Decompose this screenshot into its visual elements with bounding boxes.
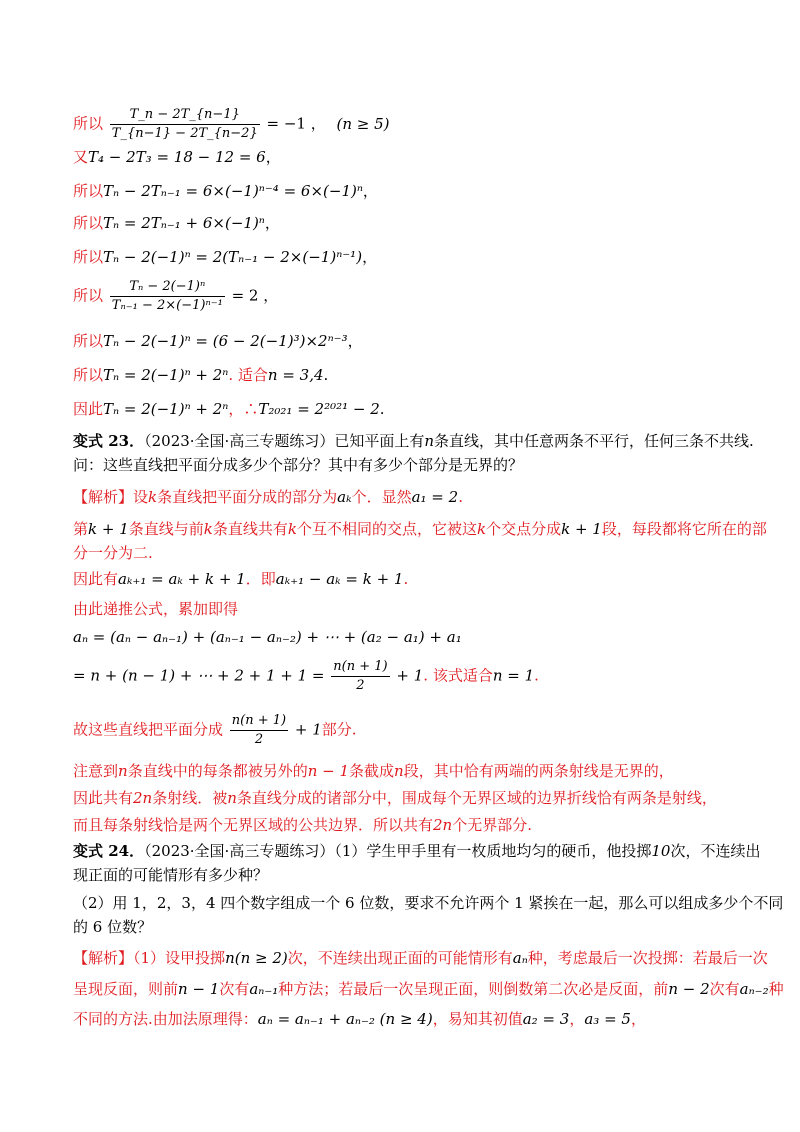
problem-title: 变式 24． [73,842,145,860]
step-line-5 [73,246,377,268]
text: 问：这些直线把平面分成多少个部分？其中有多少个部分是无界的？ [73,456,524,474]
math: Tₙ = 2(−1)ⁿ + 2ⁿ [103,400,229,418]
text: 条直线，其中任意两条不平行，任何三条不共线. [434,432,754,450]
step-line-3 [73,180,378,202]
q23-statement [73,430,754,452]
text: 次有 [709,980,740,998]
text: ， [265,148,281,166]
q23-solution-10 [73,787,717,809]
math: a₃ = 5 [584,1010,631,1028]
text: 个无界部分. [452,816,533,834]
math: n = 1 [492,666,535,685]
math: a₁ = 2 [411,488,459,506]
text: 条截成 [349,762,395,780]
fraction-numerator: n(n + 1) [331,658,389,677]
text: ， [630,1010,646,1028]
math: k + 1 [561,520,602,538]
text: . [379,400,385,418]
q24-solution-3 [73,1008,646,1030]
math: + 1 [396,666,424,685]
text: . 适合 [228,366,268,384]
text: . [458,488,463,506]
math: Tₙ = 2(−1)ⁿ + 2ⁿ [103,366,229,384]
math: 2n [433,816,453,834]
text: ， [362,248,378,266]
text: 次，不连续出 [670,842,761,860]
text: ， [264,214,280,232]
text: 现正面的可能情形有多少种？ [73,866,269,884]
text: 设 [133,488,149,506]
text: 部分. [321,720,357,739]
step-line-8 [73,364,328,386]
text: . [534,666,539,685]
text: 种，考虑最后一次投掷：若最后一次 [527,949,768,967]
text: （1）设甲投掷 [133,949,226,967]
text: 故这些直线把平面分成 [73,720,224,739]
q23-solution-2 [73,518,767,540]
text: 因此共有 [73,789,134,807]
text: 因此 [73,400,104,418]
math: aₙ₋₂ [739,980,769,998]
math: aₙ [512,949,528,967]
text: 注意到 [73,762,119,780]
fraction-denominator: 2 [254,732,264,747]
math: = n + (n − 1) + ⋯ + 2 + 1 + 1 = [73,666,325,685]
q24-solution-2 [73,978,784,1000]
math: n − 1 [178,980,220,998]
fraction-denominator: T_{n−1} − 2T_{n−2} [111,126,258,141]
math-condition: (n ≥ 5) [336,114,390,133]
math: + 1 [294,720,322,739]
step-line-7 [73,330,363,352]
q23-solution-4 [73,568,408,590]
problem-title: 变式 23． [73,432,145,450]
text: 第 [73,520,89,538]
text: 又 [73,148,89,166]
text: 条直线中的每条都被另外的 [127,762,308,780]
step-line-4 [73,212,280,234]
math: n [394,762,404,780]
fraction-numerator: T_n − 2T_{n−1} [110,106,260,125]
text: ， [569,1010,585,1028]
solution-tag: 【解析】 [73,949,134,967]
math: n [424,432,434,450]
math: n − 1 [307,762,350,780]
math: aₖ₊₁ = aₖ + k + 1 [118,570,246,588]
text: （2023·全国·高三专题练习）（1）学生甲手里有一枚质地均匀的硬币，他投掷 [144,842,652,860]
math: k [203,520,213,538]
text: 所以 [73,286,104,305]
math: T₂₀₂₁ = 2²⁰²¹ − 2 [258,400,380,418]
text: ， [347,332,363,350]
step-line-6 [73,278,278,315]
math: k [477,520,487,538]
q24-solution-1 [73,947,768,969]
math: n = 3,4 [267,366,324,384]
text: 因此有 [73,570,119,588]
text: 条直线分成的诸部分中，围成每个无界区域的边界折线恰有两条是射线， [236,789,717,807]
text: 条直线与前 [128,520,204,538]
math: Tₙ − 2(−1)ⁿ = 2(Tₙ₋₁ − 2×(−1)ⁿ⁻¹) [103,248,363,266]
math: n [227,789,237,807]
q23-solution-6 [73,626,462,648]
q24-statement-3 [73,892,783,914]
fraction [331,658,389,695]
math: n [118,762,128,780]
text: 由此递推公式，累加即得 [73,600,239,618]
math: k + 1 [88,520,129,538]
q24-statement-4 [73,916,152,938]
text: 所以 [73,182,104,200]
text: 条直线共有 [212,520,288,538]
text: 个互不相同的交点，它被这 [296,520,477,538]
text: 条直线把平面分成的部分为 [157,488,338,506]
q23-solution-1 [73,486,463,508]
fraction [110,106,260,143]
math: T₄ − 2T₃ = 18 − 12 = 6 [88,148,266,166]
text: 所以 [73,214,104,232]
text: （2）用 1，2，3，4 四个数字组成一个 6 位数，要求不允许两个 1 紧挨在一起，那么可以组成多少个不同 [73,894,784,912]
text: 所以 [73,332,104,350]
math: k [287,520,297,538]
fraction-numerator: n(n + 1) [230,712,288,731]
math: Tₙ = 2Tₙ₋₁ + 6×(−1)ⁿ [103,214,265,232]
text: . 该式适合 [423,666,493,685]
step-line-9 [73,398,385,420]
text: 而且每条射线恰是两个无界区域的公共边界．所以共有 [73,816,434,834]
math: n − 2 [668,980,710,998]
math: 10 [651,842,671,860]
text: 条射线．被 [152,789,228,807]
text: 次，不连续出现正面的可能情形有 [287,949,513,967]
fraction-denominator: Tₙ₋₁ − 2×(−1)ⁿ⁻¹ [111,298,223,313]
fraction [230,712,288,749]
math: = −1 ， [266,114,326,133]
text: ．即 [245,570,276,588]
text: ，∴ [228,400,259,418]
q23-solution-7 [73,658,539,695]
q24-statement [73,840,760,862]
math: Tₙ − 2(−1)ⁿ = (6 − 2(−1)³)×2ⁿ⁻³ [103,332,348,350]
step-line-2 [73,146,281,168]
q24-statement-2 [73,864,268,886]
math: aₖ [337,488,352,506]
text: 不同的方法.由加法原理得： [73,1010,258,1028]
fraction-numerator: Tₙ − 2(−1)ⁿ [110,278,225,297]
step-line-1 [73,106,390,143]
text: 呈现反面，则前 [73,980,179,998]
text: 所以 [73,248,104,266]
math: k [148,488,158,506]
math: 2n [133,789,153,807]
math: aₖ₊₁ − aₖ = k + 1 [275,570,404,588]
text: ， [362,182,378,200]
math: a₂ = 3 [522,1010,570,1028]
text: （2023·全国·高三专题练习）已知平面上有 [144,432,425,450]
text: 个．显然 [351,488,412,506]
q23-solution-8 [73,712,357,749]
text: ，易知其初值 [432,1010,523,1028]
text: 次有 [219,980,250,998]
math: Tₙ − 2Tₙ₋₁ = 6×(−1)ⁿ⁻⁴ = 6×(−1)ⁿ [103,182,363,200]
text: 的 6 位数？ [73,918,153,936]
text: 所以 [73,114,104,133]
fraction-denominator: 2 [356,678,365,693]
text: 种 [768,980,784,998]
math: aₙ = (aₙ − aₙ₋₁) + (aₙ₋₁ − aₙ₋₂) + ⋯ + (a₂ − a₁) + a₁ [73,628,462,646]
text: . [323,366,329,384]
math: = 2 ， [231,286,279,305]
text: . [403,570,409,588]
math: n(n ≥ 2) [225,949,288,967]
q23-solution-3 [73,542,153,564]
text: 分一分为二. [73,544,153,562]
solution-tag: 【解析】 [73,488,134,506]
q23-solution-5 [73,598,238,620]
text: 种方法；若最后一次呈现正面，则倒数第二次必是反面，前 [278,980,669,998]
q23-statement-2 [73,454,523,476]
fraction [110,278,225,315]
text: 段，每段都将它所在的部 [601,520,767,538]
math: aₙ = aₙ₋₁ + aₙ₋₂ (n ≥ 4) [257,1010,433,1028]
text: 段，其中恰有两端的两条射线是无界的， [403,762,674,780]
text: 所以 [73,366,104,384]
q23-solution-11 [73,814,532,836]
q23-solution-9 [73,760,674,782]
text: 个交点分成 [486,520,562,538]
math: aₙ₋₁ [249,980,279,998]
